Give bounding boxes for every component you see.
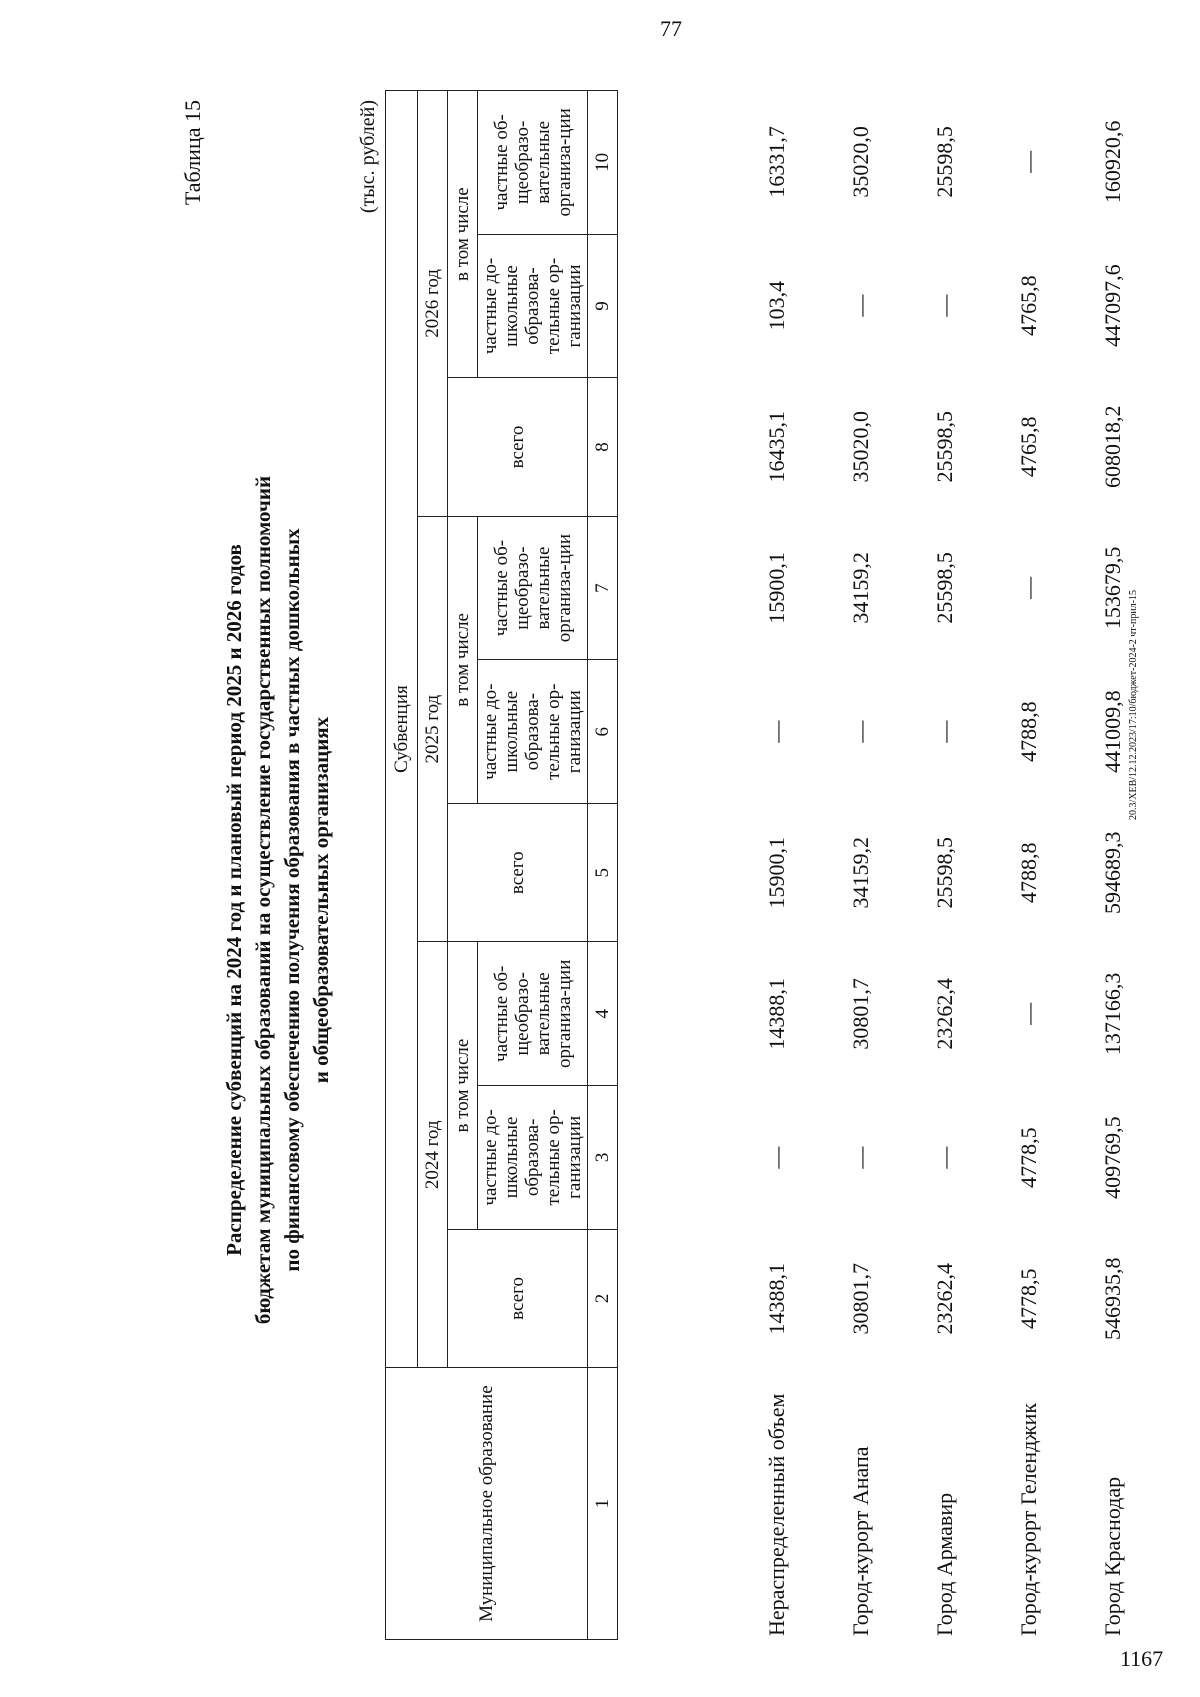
table-body: [705, 90, 1125, 1640]
value-cell: 4788,8: [1016, 701, 1041, 762]
value-cell: 441009,8: [1100, 690, 1125, 773]
table-row: [957, 90, 1041, 1640]
title-line: по финансовому обеспечению получения образования в частных дошкольных: [280, 528, 304, 1272]
column-number: 10: [588, 91, 618, 235]
value-cell: 16435,1: [764, 411, 789, 483]
value-cell: 23262,4: [932, 978, 957, 1050]
column-number: 1: [588, 1368, 618, 1640]
value-cell: 16331,7: [764, 126, 789, 198]
municipality-name: Город-курорт Анапа: [848, 1446, 873, 1636]
units-label: (тыс. рублей): [357, 100, 379, 214]
municipality-name: Город Краснодар: [1100, 1476, 1125, 1636]
document-stamp: 20.3/XEB/12.12.2023/17:10/бюджет-2024-2 чт-прил-15: [1128, 589, 1139, 820]
column-number: 3: [588, 1086, 618, 1230]
value-cell: 35020,0: [848, 411, 873, 483]
table-row: [873, 90, 957, 1640]
column-number: 9: [588, 234, 618, 378]
value-cell: 546935,8: [1100, 1257, 1125, 1340]
header-total: всего: [448, 378, 588, 516]
value-cell: 30801,7: [848, 1262, 873, 1335]
header-general: частные об-щеобразо-вательные организа-ции: [478, 942, 588, 1086]
value-cell: —: [848, 720, 873, 743]
value-cell: 608018,2: [1100, 405, 1125, 489]
value-cell: 4765,8: [1016, 416, 1041, 478]
municipality-name: Город-курорт Геленджик: [1016, 1402, 1041, 1636]
header-year-2026: 2026 год: [418, 91, 448, 517]
value-cell: 594689,3: [1100, 831, 1125, 914]
value-cell: —: [932, 294, 957, 317]
value-cell: —: [848, 1146, 873, 1169]
value-cell: 14388,1: [764, 978, 789, 1050]
municipality-name: Город Армавир: [932, 1492, 957, 1636]
value-cell: —: [848, 294, 873, 317]
value-cell: 23262,4: [932, 1262, 957, 1335]
value-cell: 34159,2: [848, 552, 873, 624]
value-cell: 34159,2: [848, 836, 873, 909]
column-number: 4: [588, 942, 618, 1086]
title-line: и общеобразовательных организациях: [309, 716, 333, 1084]
header-year-2025: 2025 год: [418, 516, 448, 942]
value-cell: —: [932, 1146, 957, 1169]
column-number: 8: [588, 378, 618, 516]
municipality-name: Нераспределенный объем: [764, 1393, 789, 1636]
column-number: 2: [588, 1229, 618, 1367]
header-total: всего: [448, 1229, 588, 1367]
column-number: 7: [588, 516, 618, 660]
value-cell: 409769,5: [1100, 1116, 1125, 1199]
column-number: 6: [588, 660, 618, 804]
value-cell: 4765,8: [1016, 275, 1041, 336]
value-cell: 25598,5: [932, 411, 957, 483]
value-cell: —: [764, 720, 789, 743]
header-total: всего: [448, 803, 588, 941]
header-year-2024: 2024 год: [418, 942, 448, 1368]
header-subvention: Субвенция: [386, 91, 418, 1368]
header-preschool: частные до-школьные образова-тельные ор-ганизации: [478, 234, 588, 378]
value-cell: 30801,7: [848, 978, 873, 1050]
value-cell: 447097,6: [1100, 264, 1125, 347]
document-title: [220, 240, 336, 1560]
page-number-top: 77: [660, 16, 682, 41]
rotated-page-content: [180, 60, 1160, 1640]
value-cell: 4778,5: [1016, 1127, 1041, 1188]
header-general: частные об-щеобразо-вательные организа-ции: [478, 516, 588, 660]
value-cell: 35020,0: [848, 126, 873, 198]
value-cell: 15900,1: [764, 836, 789, 909]
value-cell: 14388,1: [764, 1262, 789, 1335]
value-cell: 15900,1: [764, 552, 789, 624]
value-cell: 153679,5: [1100, 546, 1125, 630]
title-line: бюджетам муниципальных образований на осуществление государственных полномочий: [251, 475, 275, 1325]
table-header: [385, 90, 618, 1640]
header-including: в том числе: [448, 516, 478, 803]
page-number-bottom: 1167: [1120, 1646, 1164, 1671]
column-number: 5: [588, 803, 618, 941]
value-cell: —: [1016, 150, 1041, 173]
table-row: [1041, 90, 1125, 1640]
value-cell: 4778,5: [1016, 1268, 1041, 1329]
header-municipality: Муниципальное образование: [386, 1368, 588, 1640]
table-label: Таблица 15: [180, 100, 205, 206]
value-cell: —: [764, 1146, 789, 1169]
value-cell: —: [1016, 576, 1041, 599]
value-cell: 25598,5: [932, 836, 957, 909]
value-cell: 4788,8: [1016, 842, 1041, 903]
title-line: Распределение субвенций на 2024 год и плановый период 2025 и 2026 годов: [222, 544, 246, 1256]
header-including: в том числе: [448, 942, 478, 1229]
header-preschool: частные до-школьные образова-тельные ор-ганизации: [478, 1086, 588, 1230]
value-cell: 25598,5: [932, 126, 957, 198]
value-cell: 25598,5: [932, 552, 957, 624]
header-preschool: частные до-школьные образова-тельные ор-ганизации: [478, 660, 588, 804]
value-cell: 160920,6: [1100, 120, 1125, 204]
value-cell: 103,4: [764, 280, 789, 331]
table-row: [705, 90, 789, 1640]
header-general: частные об-щеобразо-вательные организа-ции: [478, 91, 588, 235]
value-cell: 137166,3: [1100, 972, 1125, 1056]
header-including: в том числе: [448, 91, 478, 378]
table-row: [789, 90, 873, 1640]
value-cell: —: [932, 720, 957, 743]
value-cell: —: [1016, 1002, 1041, 1025]
